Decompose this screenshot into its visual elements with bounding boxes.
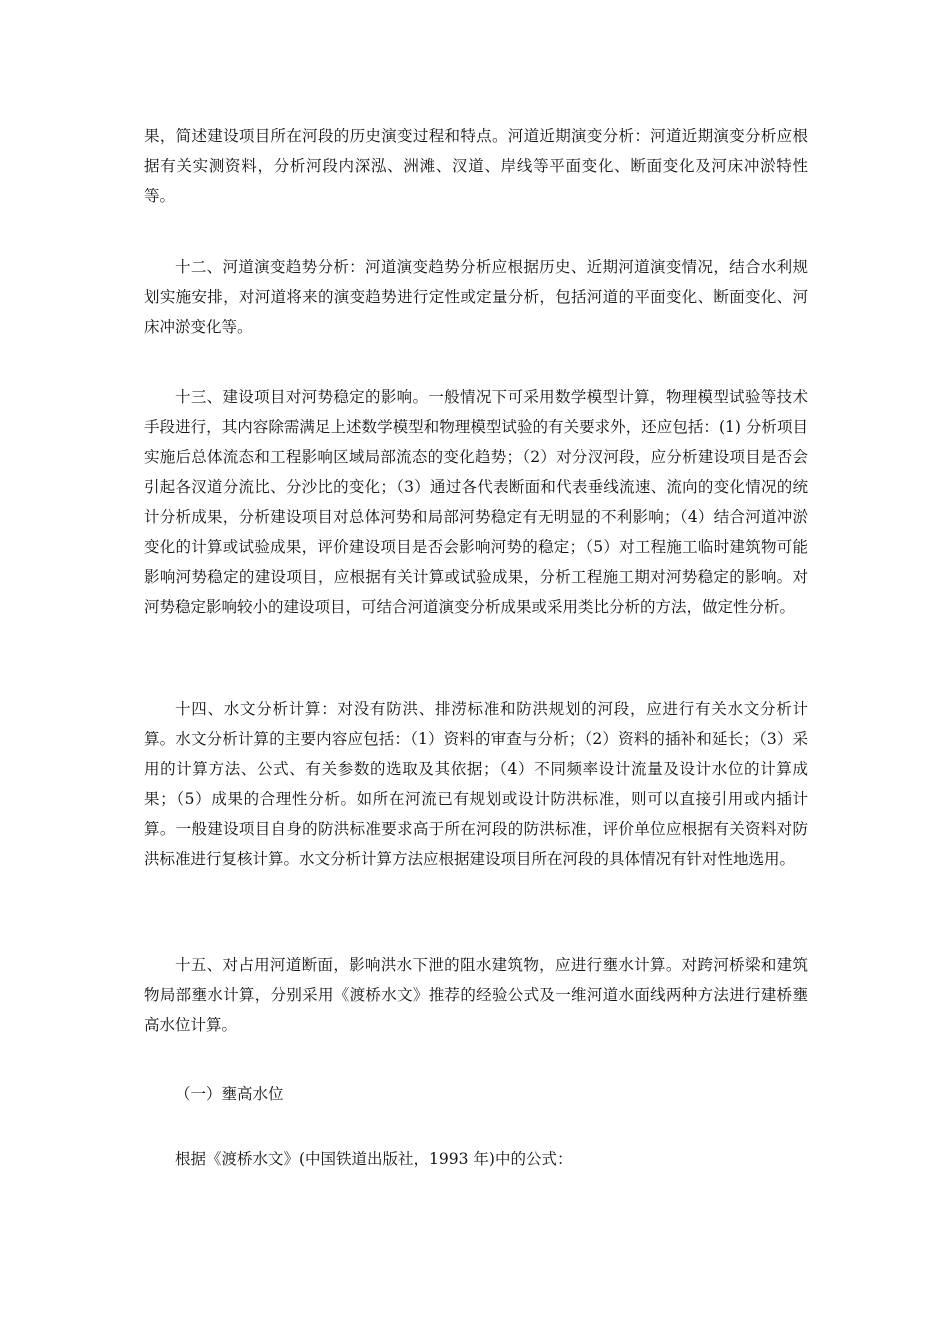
paragraph-section-15: 十五、对占用河道断面，影响洪水下泄的阻水建筑物，应进行壅水计算。对跨河桥梁和建筑物局部壅水计算，分别采用《渡桥水文》推荐的经验公式及一维河道水面线两种方法进行建桥壅高水位计算。 [144, 956, 808, 1034]
paragraph-river-evolution-recent: 果，简述建设项目所在河段的历史演变过程和特点。河道近期演变分析：河道近期演变分析应根据有关实测资料，分析河段内深泓、洲滩、汊道、岸线等平面变化、断面变化及河床冲淤特性等。 [144, 127, 808, 205]
paragraph-formula-source: 根据《渡桥水文》(中国铁道出版社，1993 年)中的公式： [175, 1150, 573, 1168]
paragraph-section-14: 十四、水文分析计算：对没有防洪、排涝标准和防洪规划的河段，应进行有关水文分析计算。水文分析计算的主要内容应包括：（1）资料的审查与分析；（2）资料的插补和延长；（3）采用的计算方法、公式、有关参数的选取及其依据；（4）不同频率设计流量及设计水位的计算成果；（5）成果的合理性分析。如所在河流已有规划或设计防洪标准，则可以直接引用或内插计算。一般建设项目自身的防洪标准要求高于所在河段的防洪标准，评价单位应根据有关资料对防洪标准进行复核计算。水文分析计算方法应根据建设项目所在河段的具体情况有针对性地选用。 [144, 700, 808, 868]
subheading-backwater-level: （一）壅高水位 [175, 1085, 284, 1103]
paragraph-section-13: 十三、建设项目对河势稳定的影响。一般情况下可采用数学模型计算，物理模型试验等技术手段进行，其内容除需满足上述数学模型和物理模型试验的有关要求外，还应包括：(1) 分析项目实施后总体流态和工程影响区域局部流态的变化趋势；（2）对分汊河段，应分析建设项目是否会引起各汊道分流比、分沙比的变化；（3）通过各代表断面和代表垂线流速、流向的变化情况的统计分析成果，分析建设项目对总体河势和局部河势稳定有无明显的不利影响；（4）结合河道冲淤变化的计算或试验成果，评价建设项目是否会影响河势的稳定；（5）对工程施工临时建筑物可能影响河势稳定的建设项目，应根据有关计算或试验成果，分析工程施工期对河势稳定的影响。对河势稳定影响较小的建设项目，可结合河道演变分析成果或采用类比分析的方法，做定性分析。 [144, 388, 808, 616]
paragraph-section-12: 十二、河道演变趋势分析：河道演变趋势分析应根据历史、近期河道演变情况，结合水利规划实施安排，对河道将来的演变趋势进行定性或定量分析，包括河道的平面变化、断面变化、河床冲淤变化等。 [144, 258, 808, 336]
